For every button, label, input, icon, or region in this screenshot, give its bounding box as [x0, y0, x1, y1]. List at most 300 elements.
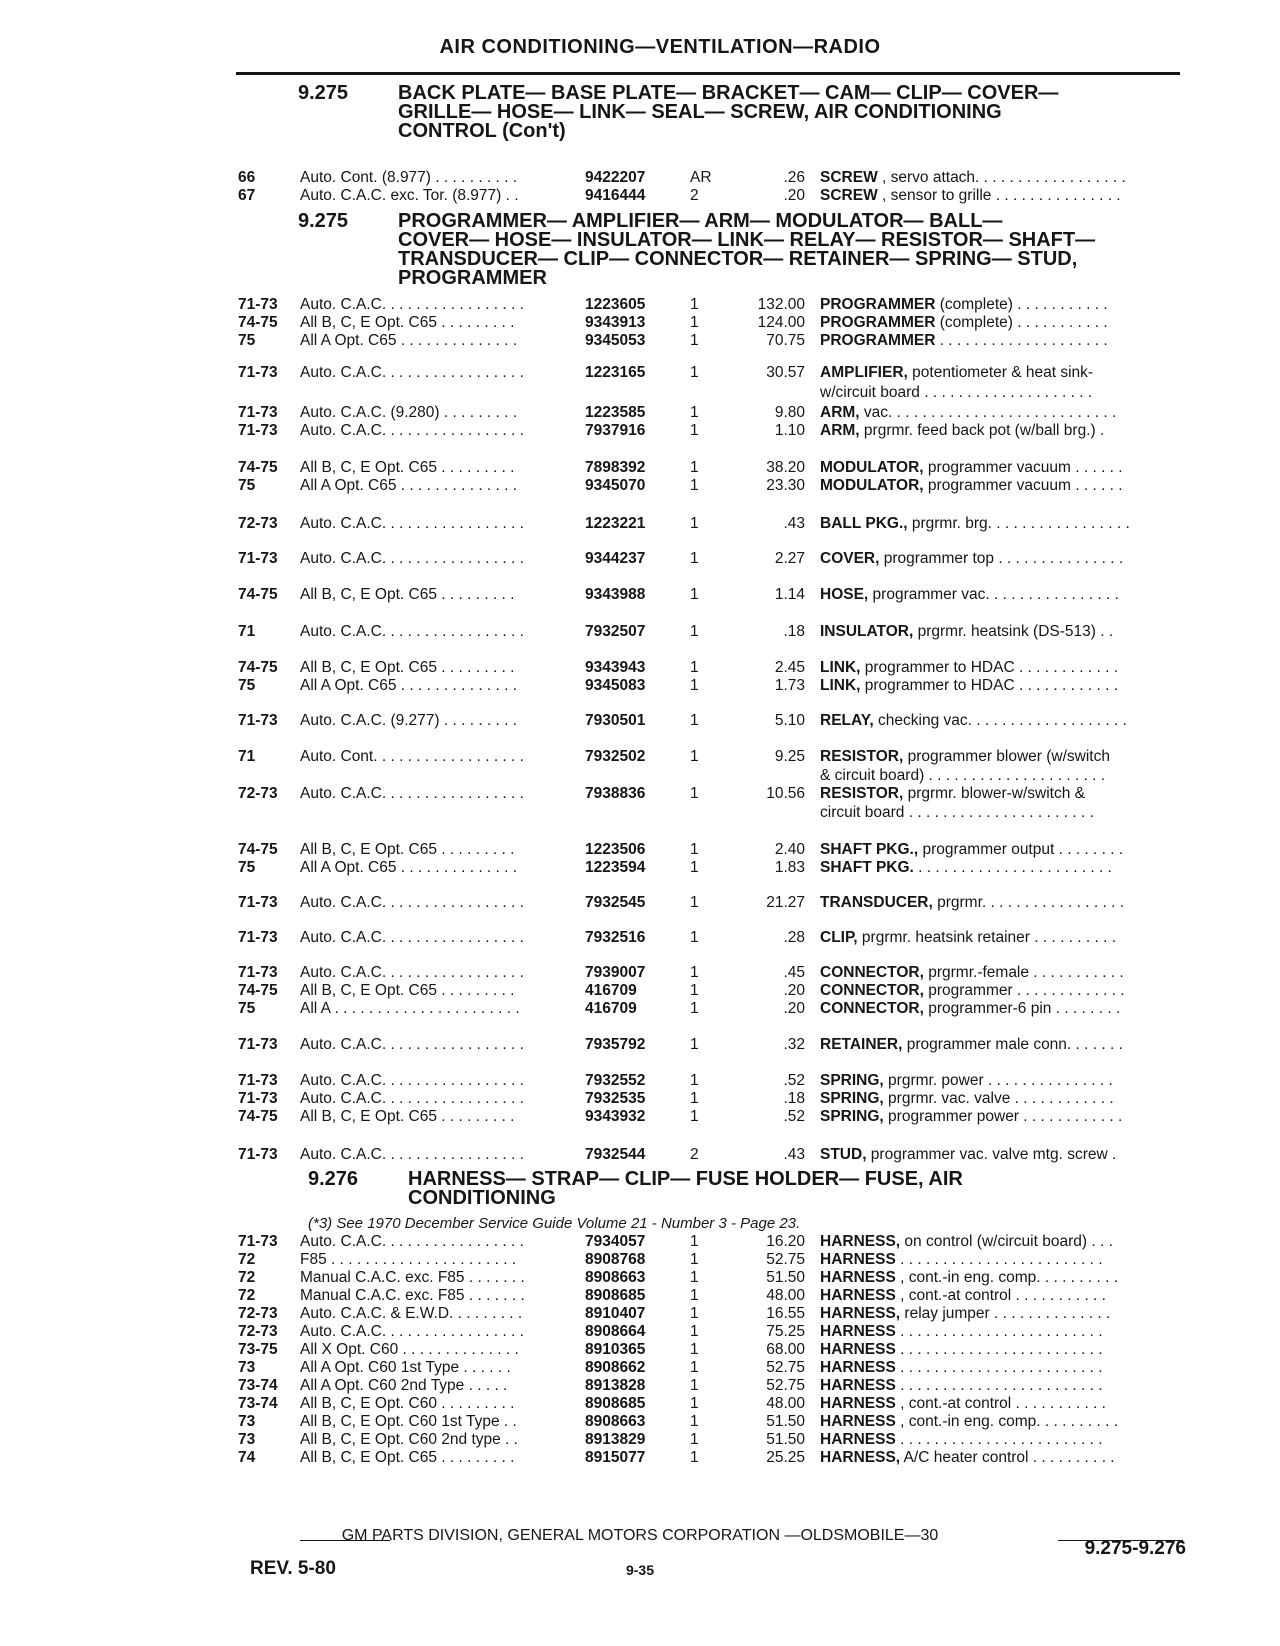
- application: Auto. C.A.C. . . . . . . . . . . . . . . . .: [300, 364, 524, 381]
- section-number: 9.275: [298, 82, 349, 104]
- parts-row: [0, 1232, 1280, 1251]
- part-name: MODULATOR,: [820, 477, 924, 494]
- part-number: 9343988: [585, 586, 646, 603]
- quantity: 1: [690, 894, 699, 911]
- part-number: 8910365: [585, 1341, 646, 1358]
- part-name: COVER,: [820, 550, 880, 567]
- part-number: 7932516: [585, 929, 646, 946]
- quantity: 1: [690, 459, 699, 476]
- quantity: 1: [690, 422, 699, 439]
- description: SCREW , servo attach. . . . . . . . . . . . . . . . . .: [820, 169, 1126, 186]
- price: 51.50: [766, 1413, 805, 1430]
- model-year: 75: [238, 477, 256, 494]
- description: AMPLIFIER, potentiometer & heat sink-: [820, 364, 1094, 381]
- model-year: 71-73: [238, 1146, 278, 1163]
- parts-row: [0, 476, 1280, 495]
- parts-row: [0, 658, 1280, 677]
- quantity: 1: [690, 1108, 699, 1125]
- description: HARNESS . . . . . . . . . . . . . . . . . . . . . . . .: [820, 1359, 1103, 1376]
- model-year: 71-73: [238, 404, 278, 421]
- footer-section-range: 9.275-9.276: [1084, 1538, 1186, 1559]
- parts-row: [0, 858, 1280, 877]
- parts-row: [0, 168, 1280, 187]
- section-heading: [308, 1170, 1188, 1208]
- parts-row: [0, 421, 1280, 440]
- price: .45: [783, 964, 805, 981]
- part-number: 1223594: [585, 859, 646, 876]
- part-name: HARNESS: [820, 1323, 896, 1340]
- price: .20: [783, 1000, 805, 1017]
- quantity: 1: [690, 332, 699, 349]
- part-name: SHAFT PKG.,: [820, 841, 919, 858]
- price: 68.00: [766, 1341, 805, 1358]
- parts-row: [0, 999, 1280, 1018]
- part-name: PROGRAMMER: [820, 314, 936, 331]
- part-number: 8908685: [585, 1287, 646, 1304]
- quantity: 1: [690, 404, 699, 421]
- price: .52: [783, 1108, 805, 1125]
- application: Auto. C.A.C. . . . . . . . . . . . . . . . .: [300, 1146, 524, 1163]
- application: Manual C.A.C. exc. F85 . . . . . . .: [300, 1287, 525, 1304]
- description: MODULATOR, programmer vacuum . . . . . .: [820, 459, 1123, 476]
- part-number: 7939007: [585, 964, 646, 981]
- price: 1.73: [774, 677, 805, 694]
- application: Auto. Cont. . . . . . . . . . . . . . . . . .: [300, 748, 524, 765]
- parts-row: [0, 1430, 1280, 1449]
- description: SHAFT PKG., programmer output . . . . . . . .: [820, 841, 1124, 858]
- part-number: 9344237: [585, 550, 646, 567]
- application: All B, C, E Opt. C65 . . . . . . . . .: [300, 314, 515, 331]
- section-title-line: COVER— HOSE— INSULATOR— LINK— RELAY— RESISTOR— SHAFT—: [398, 229, 1096, 251]
- part-name: LINK,: [820, 659, 861, 676]
- quantity: 2: [690, 1146, 699, 1163]
- model-year: 66: [238, 169, 256, 186]
- model-year: 72-73: [238, 1323, 278, 1340]
- price: 52.75: [766, 1377, 805, 1394]
- parts-row: [0, 766, 1280, 785]
- application: Auto. C.A.C. . . . . . . . . . . . . . . . .: [300, 1072, 524, 1089]
- quantity: 1: [690, 1287, 699, 1304]
- parts-row: [0, 928, 1280, 947]
- quantity: 1: [690, 1090, 699, 1107]
- description: HARNESS, relay jumper . . . . . . . . . . . . . .: [820, 1305, 1111, 1322]
- part-name: HARNESS: [820, 1413, 896, 1430]
- application: All B, C, E Opt. C65 . . . . . . . . .: [300, 841, 515, 858]
- quantity: 1: [690, 1449, 699, 1466]
- description: ARM, prgrmr. feed back pot (w/ball brg.) .: [820, 422, 1105, 439]
- description: HOSE, programmer vac. . . . . . . . . . . . . . . .: [820, 586, 1119, 603]
- price: 52.75: [766, 1251, 805, 1268]
- model-year: 71-73: [238, 712, 278, 729]
- part-name: STUD,: [820, 1146, 867, 1163]
- quantity: 1: [690, 477, 699, 494]
- parts-row: [0, 1322, 1280, 1341]
- parts-row: [0, 1340, 1280, 1359]
- part-name: HARNESS: [820, 1395, 896, 1412]
- model-year: 73: [238, 1359, 256, 1376]
- part-name: CONNECTOR,: [820, 964, 924, 981]
- model-year: 75: [238, 677, 256, 694]
- part-number: 7932545: [585, 894, 646, 911]
- model-year: 71-73: [238, 364, 278, 381]
- description: w/circuit board . . . . . . . . . . . . . . . . . . . .: [820, 384, 1093, 401]
- model-year: 75: [238, 332, 256, 349]
- model-year: 74-75: [238, 841, 278, 858]
- quantity: 1: [690, 1305, 699, 1322]
- part-number: 9345070: [585, 477, 646, 494]
- part-name: INSULATOR,: [820, 623, 914, 640]
- application: Auto. C.A.C. . . . . . . . . . . . . . . . .: [300, 1233, 524, 1250]
- description: LINK, programmer to HDAC . . . . . . . . . . . .: [820, 677, 1118, 694]
- quantity: 1: [690, 841, 699, 858]
- part-name: AMPLIFIER,: [820, 364, 908, 381]
- description: SPRING, prgrmr. vac. valve . . . . . . . . . . . .: [820, 1090, 1114, 1107]
- price: 51.50: [766, 1269, 805, 1286]
- application: Auto. C.A.C. . . . . . . . . . . . . . . . .: [300, 929, 524, 946]
- model-year: 73: [238, 1413, 256, 1430]
- quantity: 1: [690, 982, 699, 999]
- price: 10.56: [766, 785, 805, 802]
- application: Auto. C.A.C. . . . . . . . . . . . . . . . .: [300, 623, 524, 640]
- description: INSULATOR, prgrmr. heatsink (DS-513) . .: [820, 623, 1114, 640]
- model-year: 72: [238, 1287, 256, 1304]
- section-title-line: CONDITIONING: [408, 1187, 556, 1209]
- parts-row: [0, 313, 1280, 332]
- parts-row: [0, 585, 1280, 604]
- price: .28: [783, 929, 805, 946]
- price: 9.25: [774, 748, 805, 765]
- quantity: 2: [690, 187, 699, 204]
- quantity: 1: [690, 623, 699, 640]
- quantity: 1: [690, 748, 699, 765]
- part-name: BALL PKG.,: [820, 515, 908, 532]
- model-year: 72-73: [238, 1305, 278, 1322]
- model-year: 71-73: [238, 1090, 278, 1107]
- model-year: 75: [238, 1000, 256, 1017]
- part-number: 1223506: [585, 841, 646, 858]
- part-number: 8908663: [585, 1269, 646, 1286]
- parts-row: [0, 1376, 1280, 1395]
- part-number: 8913829: [585, 1431, 646, 1448]
- application: Auto. C.A.C. . . . . . . . . . . . . . . . .: [300, 894, 524, 911]
- section-heading: [298, 84, 1178, 141]
- section-heading: [298, 212, 1178, 288]
- part-number: 7934057: [585, 1233, 646, 1250]
- price: .43: [783, 515, 805, 532]
- price: 1.83: [774, 859, 805, 876]
- quantity: 1: [690, 785, 699, 802]
- description: MODULATOR, programmer vacuum . . . . . .: [820, 477, 1123, 494]
- model-year: 73-74: [238, 1395, 278, 1412]
- parts-row: [0, 1089, 1280, 1108]
- part-number: 1223585: [585, 404, 646, 421]
- model-year: 74-75: [238, 659, 278, 676]
- model-year: 71-73: [238, 1036, 278, 1053]
- part-name: MODULATOR,: [820, 459, 924, 476]
- parts-row: [0, 331, 1280, 350]
- application: All A Opt. C65 . . . . . . . . . . . . . .: [300, 332, 518, 349]
- section-title-line: CONTROL (Con't): [398, 120, 566, 142]
- application: Auto. C.A.C. . . . . . . . . . . . . . . . .: [300, 1323, 524, 1340]
- quantity: 1: [690, 364, 699, 381]
- description: HARNESS . . . . . . . . . . . . . . . . . . . . . . . .: [820, 1341, 1103, 1358]
- model-year: 71-73: [238, 296, 278, 313]
- part-name: HARNESS: [820, 1377, 896, 1394]
- application: Auto. Cont. (8.977) . . . . . . . . . .: [300, 169, 518, 186]
- price: 48.00: [766, 1395, 805, 1412]
- part-number: 9416444: [585, 187, 646, 204]
- parts-row: [0, 1358, 1280, 1377]
- price: 38.20: [766, 459, 805, 476]
- part-name: SCREW: [820, 187, 878, 204]
- description: STUD, programmer vac. valve mtg. screw .: [820, 1146, 1117, 1163]
- description: circuit board . . . . . . . . . . . . . . . . . . . . . .: [820, 804, 1094, 821]
- application: Auto. C.A.C. . . . . . . . . . . . . . . . .: [300, 296, 524, 313]
- quantity: 1: [690, 1251, 699, 1268]
- price: 16.55: [766, 1305, 805, 1322]
- part-number: 8915077: [585, 1449, 646, 1466]
- part-number: 7932544: [585, 1146, 646, 1163]
- description: CONNECTOR, prgrmr.-female . . . . . . . . . . .: [820, 964, 1124, 981]
- application: All A Opt. C65 . . . . . . . . . . . . . .: [300, 477, 518, 494]
- application: Auto. C.A.C. & E.W.D. . . . . . . . .: [300, 1305, 523, 1322]
- part-number: 8908664: [585, 1323, 646, 1340]
- section-number: 9.276: [308, 1168, 359, 1190]
- quantity: 1: [690, 1431, 699, 1448]
- model-year: 72-73: [238, 785, 278, 802]
- model-year: 73-75: [238, 1341, 278, 1358]
- part-number: 7935792: [585, 1036, 646, 1053]
- description: HARNESS , cont.-in eng. comp. . . . . . . . . .: [820, 1413, 1119, 1430]
- section-note: (*3) See 1970 December Service Guide Volume 21 - Number 3 - Page 23.: [308, 1215, 801, 1232]
- model-year: 74-75: [238, 314, 278, 331]
- price: .32: [783, 1036, 805, 1053]
- application: All A Opt. C60 1st Type . . . . . .: [300, 1359, 511, 1376]
- application: Auto. C.A.C. . . . . . . . . . . . . . . . .: [300, 515, 524, 532]
- description: PROGRAMMER . . . . . . . . . . . . . . . . . . . .: [820, 332, 1108, 349]
- description: LINK, programmer to HDAC . . . . . . . . . . . .: [820, 659, 1118, 676]
- quantity: 1: [690, 1359, 699, 1376]
- quantity: 1: [690, 1036, 699, 1053]
- description: HARNESS, A/C heater control . . . . . . . . . .: [820, 1449, 1115, 1466]
- price: 2.27: [774, 550, 805, 567]
- price: 70.75: [766, 332, 805, 349]
- part-number: 8908685: [585, 1395, 646, 1412]
- quantity: 1: [690, 586, 699, 603]
- application: Auto. C.A.C. (9.280) . . . . . . . . .: [300, 404, 518, 421]
- parts-row: [0, 981, 1280, 1000]
- application: Auto. C.A.C. (9.277) . . . . . . . . .: [300, 712, 518, 729]
- description: HARNESS , cont.-in eng. comp. . . . . . . . . .: [820, 1269, 1119, 1286]
- application: Manual C.A.C. exc. F85 . . . . . . .: [300, 1269, 525, 1286]
- price: 16.20: [766, 1233, 805, 1250]
- description: RETAINER, programmer male conn. . . . . . .: [820, 1036, 1123, 1053]
- price: 2.45: [774, 659, 805, 676]
- application: All A Opt. C60 2nd Type . . . . .: [300, 1377, 508, 1394]
- model-year: 71-73: [238, 550, 278, 567]
- quantity: 1: [690, 1377, 699, 1394]
- part-number: 9343913: [585, 314, 646, 331]
- parts-row: [0, 1448, 1280, 1467]
- application: All X Opt. C60 . . . . . . . . . . . . . .: [300, 1341, 519, 1358]
- price: 52.75: [766, 1359, 805, 1376]
- part-number: 9345053: [585, 332, 646, 349]
- quantity: 1: [690, 712, 699, 729]
- quantity: 1: [690, 1323, 699, 1340]
- part-name: HARNESS: [820, 1269, 896, 1286]
- price: 9.80: [774, 404, 805, 421]
- parts-row: [0, 840, 1280, 859]
- application: All A . . . . . . . . . . . . . . . . . . . . . .: [300, 1000, 520, 1017]
- application: All B, C, E Opt. C65 . . . . . . . . .: [300, 659, 515, 676]
- price: .18: [783, 1090, 805, 1107]
- part-name: HARNESS,: [820, 1305, 901, 1322]
- part-number: 1223221: [585, 515, 646, 532]
- part-name: HOSE,: [820, 586, 869, 603]
- quantity: 1: [690, 296, 699, 313]
- model-year: 72: [238, 1251, 256, 1268]
- section-title-line: HARNESS— STRAP— CLIP— FUSE HOLDER— FUSE, AIR: [408, 1168, 963, 1190]
- part-name: TRANSDUCER,: [820, 894, 933, 911]
- part-name: PROGRAMMER: [820, 332, 936, 349]
- part-number: 7930501: [585, 712, 646, 729]
- model-year: 74-75: [238, 982, 278, 999]
- part-number: 8913828: [585, 1377, 646, 1394]
- footer-revision: REV. 5-80: [250, 1558, 336, 1579]
- description: SHAFT PKG. . . . . . . . . . . . . . . . . . . . . . . .: [820, 859, 1112, 876]
- parts-row: [0, 1145, 1280, 1164]
- model-year: 73-74: [238, 1377, 278, 1394]
- price: 30.57: [766, 364, 805, 381]
- quantity: 1: [690, 1000, 699, 1017]
- part-number: 1223165: [585, 364, 646, 381]
- model-year: 72-73: [238, 515, 278, 532]
- part-name: ARM,: [820, 404, 860, 421]
- parts-row: [0, 295, 1280, 314]
- model-year: 71-73: [238, 1233, 278, 1250]
- part-number: 8908663: [585, 1413, 646, 1430]
- part-name: RETAINER,: [820, 1036, 903, 1053]
- part-number: 8908662: [585, 1359, 646, 1376]
- part-name: HARNESS: [820, 1341, 896, 1358]
- part-number: 9343932: [585, 1108, 646, 1125]
- model-year: 71-73: [238, 929, 278, 946]
- price: 25.25: [766, 1449, 805, 1466]
- parts-row: [0, 803, 1280, 822]
- part-name: RELAY,: [820, 712, 874, 729]
- application: All B, C, E Opt. C60 2nd type . .: [300, 1431, 518, 1448]
- quantity: 1: [690, 659, 699, 676]
- part-number: 7932502: [585, 748, 646, 765]
- section-title-line: PROGRAMMER: [398, 267, 547, 289]
- price: 5.10: [774, 712, 805, 729]
- application: All A Opt. C65 . . . . . . . . . . . . . .: [300, 859, 518, 876]
- parts-row: [0, 784, 1280, 803]
- part-number: 7898392: [585, 459, 646, 476]
- description: HARNESS . . . . . . . . . . . . . . . . . . . . . . . .: [820, 1377, 1103, 1394]
- application: Auto. C.A.C. . . . . . . . . . . . . . . . .: [300, 550, 524, 567]
- header-rule: [236, 72, 1180, 75]
- parts-row: [0, 549, 1280, 568]
- price: 51.50: [766, 1431, 805, 1448]
- price: .52: [783, 1072, 805, 1089]
- application: F85 . . . . . . . . . . . . . . . . . . . . . .: [300, 1251, 517, 1268]
- parts-row: [0, 1035, 1280, 1054]
- quantity: 1: [690, 859, 699, 876]
- part-number: 9422207: [585, 169, 646, 186]
- application: Auto. C.A.C. . . . . . . . . . . . . . . . .: [300, 1036, 524, 1053]
- part-name: CLIP,: [820, 929, 858, 946]
- model-year: 71-73: [238, 422, 278, 439]
- description: CONNECTOR, programmer . . . . . . . . . . . . .: [820, 982, 1125, 999]
- price: 23.30: [766, 477, 805, 494]
- part-name: SPRING,: [820, 1108, 884, 1125]
- part-number: 7932535: [585, 1090, 646, 1107]
- application: All B, C, E Opt. C65 . . . . . . . . .: [300, 586, 515, 603]
- quantity: 1: [690, 929, 699, 946]
- part-name: CONNECTOR,: [820, 982, 924, 999]
- model-year: 74-75: [238, 586, 278, 603]
- quantity: 1: [690, 964, 699, 981]
- model-year: 71: [238, 623, 256, 640]
- part-number: 7932507: [585, 623, 646, 640]
- model-year: 71-73: [238, 894, 278, 911]
- parts-row: [0, 383, 1280, 402]
- part-name: HARNESS: [820, 1287, 896, 1304]
- parts-row: [0, 676, 1280, 695]
- quantity: 1: [690, 1233, 699, 1250]
- description: SPRING, prgrmr. power . . . . . . . . . . . . . . .: [820, 1072, 1113, 1089]
- part-name: SPRING,: [820, 1072, 884, 1089]
- parts-row: [0, 1071, 1280, 1090]
- section-title-line: GRILLE— HOSE— LINK— SEAL— SCREW, AIR CONDITIONING: [398, 101, 1002, 123]
- quantity: 1: [690, 677, 699, 694]
- quantity: 1: [690, 515, 699, 532]
- application: Auto. C.A.C. exc. Tor. (8.977) . .: [300, 187, 519, 204]
- part-name: HARNESS: [820, 1359, 896, 1376]
- part-name: RESISTOR,: [820, 785, 904, 802]
- application: Auto. C.A.C. . . . . . . . . . . . . . . . .: [300, 785, 524, 802]
- parts-row: [0, 622, 1280, 641]
- description: ARM, vac. . . . . . . . . . . . . . . . . . . . . . . . . . .: [820, 404, 1117, 421]
- parts-row: [0, 747, 1280, 766]
- description: HARNESS , cont.-at control . . . . . . . . . . .: [820, 1287, 1106, 1304]
- parts-row: [0, 1304, 1280, 1323]
- description: CLIP, prgrmr. heatsink retainer . . . . . . . . . .: [820, 929, 1117, 946]
- model-year: 75: [238, 859, 256, 876]
- part-name: LINK,: [820, 677, 861, 694]
- model-year: 74-75: [238, 459, 278, 476]
- application: All B, C, E Opt. C60 . . . . . . . . .: [300, 1395, 515, 1412]
- section-number: 9.275: [298, 210, 349, 232]
- part-number: 9345083: [585, 677, 646, 694]
- parts-row: [0, 1286, 1280, 1305]
- application: All B, C, E Opt. C65 . . . . . . . . .: [300, 982, 515, 999]
- description: HARNESS . . . . . . . . . . . . . . . . . . . . . . . .: [820, 1431, 1103, 1448]
- description: BALL PKG., prgrmr. brg. . . . . . . . . . . . . . . . .: [820, 515, 1130, 532]
- application: All A Opt. C65 . . . . . . . . . . . . . .: [300, 677, 518, 694]
- description: RESISTOR, prgrmr. blower-w/switch &: [820, 785, 1085, 802]
- section-title-line: TRANSDUCER— CLIP— CONNECTOR— RETAINER— SPRING— STUD,: [398, 248, 1078, 270]
- part-number: 416709: [585, 1000, 637, 1017]
- price: 132.00: [757, 296, 805, 313]
- part-name: RESISTOR,: [820, 748, 904, 765]
- parts-row: [0, 186, 1280, 205]
- part-name: HARNESS: [820, 1431, 896, 1448]
- description: SCREW , sensor to grille . . . . . . . . . . . . . . .: [820, 187, 1121, 204]
- part-name: ARM,: [820, 422, 860, 439]
- part-name: HARNESS: [820, 1251, 896, 1268]
